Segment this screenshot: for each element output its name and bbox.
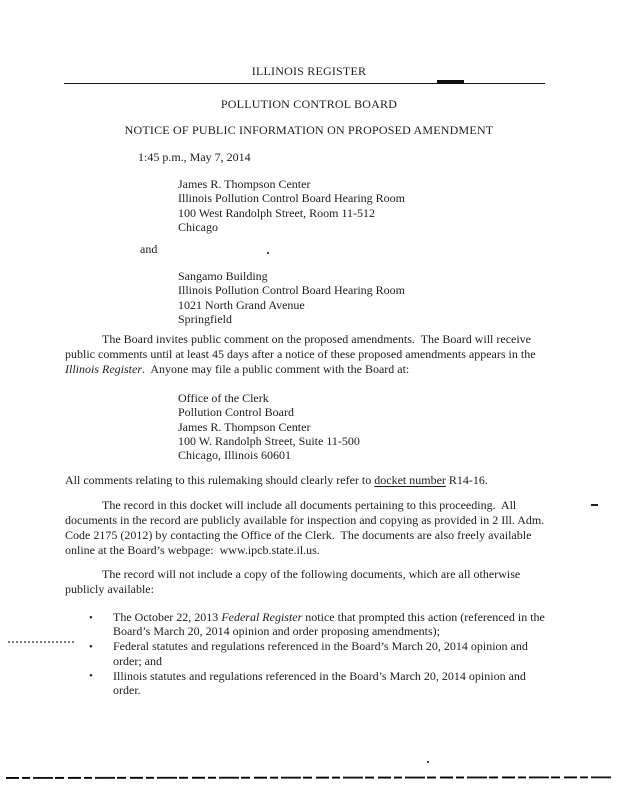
- address-line: Sangamo Building: [178, 269, 268, 283]
- list-item-text: notice that prompted this action (referenced in the Board’s March 20, 2014 opinion and order proposing amendments);: [113, 610, 548, 639]
- illinois-register-italic: Illinois Register: [65, 362, 142, 376]
- address-line: Chicago, Illinois 60601: [178, 448, 291, 463]
- footer-scan-line: [6, 776, 612, 779]
- list-item-text: The October 22, 2013: [113, 610, 222, 624]
- address-line: 100 West Randolph Street, Room 11-512: [178, 205, 376, 220]
- address-line: Illinois Pollution Control Board Hearing Room: [178, 191, 405, 206]
- line-text: R14-16.: [445, 473, 488, 487]
- list-item-text: Illinois statutes and regulations referenced in the Board’s March 20, 2014 opinion and order.: [113, 668, 529, 698]
- list-item-text: Federal statutes and regulations referenced in the Board’s March 20, 2014 opinion and order; and: [113, 639, 531, 668]
- address-line: James R. Thompson Center: [178, 419, 311, 434]
- venue-chicago-address: [178, 177, 405, 234]
- address-line: Illinois Pollution Control Board Hearing Room: [178, 283, 405, 298]
- scan-noise-dot: [267, 252, 269, 254]
- bullet-icon: •: [89, 640, 93, 653]
- address-line: Chicago: [178, 219, 218, 234]
- docket-number-underlined: docket number: [374, 473, 446, 487]
- address-line: Office of the Clerk: [178, 391, 269, 405]
- address-line: James R. Thompson Center: [178, 177, 311, 191]
- address-line: 100 W. Randolph Street, Suite 11-500: [178, 433, 360, 448]
- scan-noise-dash: [591, 504, 598, 506]
- address-line: 1021 North Grand Avenue: [178, 297, 305, 312]
- paragraph-text: . Anyone may file a public comment with the Board at:: [142, 362, 410, 376]
- hearing-datetime: 1:45 p.m., May 7, 2014: [138, 150, 251, 164]
- paragraph-text: The Board invites public comment on the proposed amendments. The Board will receive public comments until at least 45 days after a notice of these proposed amendments appears in the: [65, 332, 539, 361]
- list-item-federal-register-notice: [88, 610, 550, 639]
- address-line: Pollution Control Board: [178, 405, 295, 420]
- line-text: All comments relating to this rulemaking should clearly refer to: [65, 473, 375, 487]
- federal-register-italic: Federal Register: [221, 610, 303, 624]
- list-item-federal-statutes: [88, 639, 550, 668]
- scan-noise-margin-dots: [8, 641, 74, 643]
- record-contents-paragraph: The record in this docket will include all documents pertaining to this proceeding. All documents in the record are publicly available for inspection and copying as provided in 2 Ill. Adm. Code 2175 (2012) by contacting the Office of the Clerk. The documents are also freely available online at the Board’s webpage: www.ipcb.state.il.us.: [65, 498, 548, 557]
- address-line: Springfield: [178, 311, 232, 326]
- register-header-title: ILLINOIS REGISTER: [251, 64, 367, 78]
- list-item-illinois-statutes: [88, 669, 550, 698]
- bullet-icon: •: [89, 611, 93, 624]
- header-rule: [64, 83, 545, 84]
- venue-connector: and: [140, 242, 158, 256]
- scan-noise-dot: [427, 761, 429, 763]
- record-exclusions-paragraph: The record will not include a copy of the following documents, which are all otherwise publicly available:: [65, 567, 524, 596]
- invite-comment-paragraph: [65, 332, 555, 377]
- venue-springfield-address: [178, 269, 405, 326]
- clerk-address-block: [178, 391, 360, 462]
- excluded-documents-list: [88, 610, 550, 698]
- header-rule-ink-mark: [437, 80, 464, 84]
- docket-reference-line: [65, 473, 575, 488]
- bullet-icon: •: [89, 670, 93, 683]
- notice-heading: NOTICE OF PUBLIC INFORMATION ON PROPOSED AMENDMENT: [124, 123, 494, 137]
- board-heading: POLLUTION CONTROL BOARD: [220, 97, 398, 111]
